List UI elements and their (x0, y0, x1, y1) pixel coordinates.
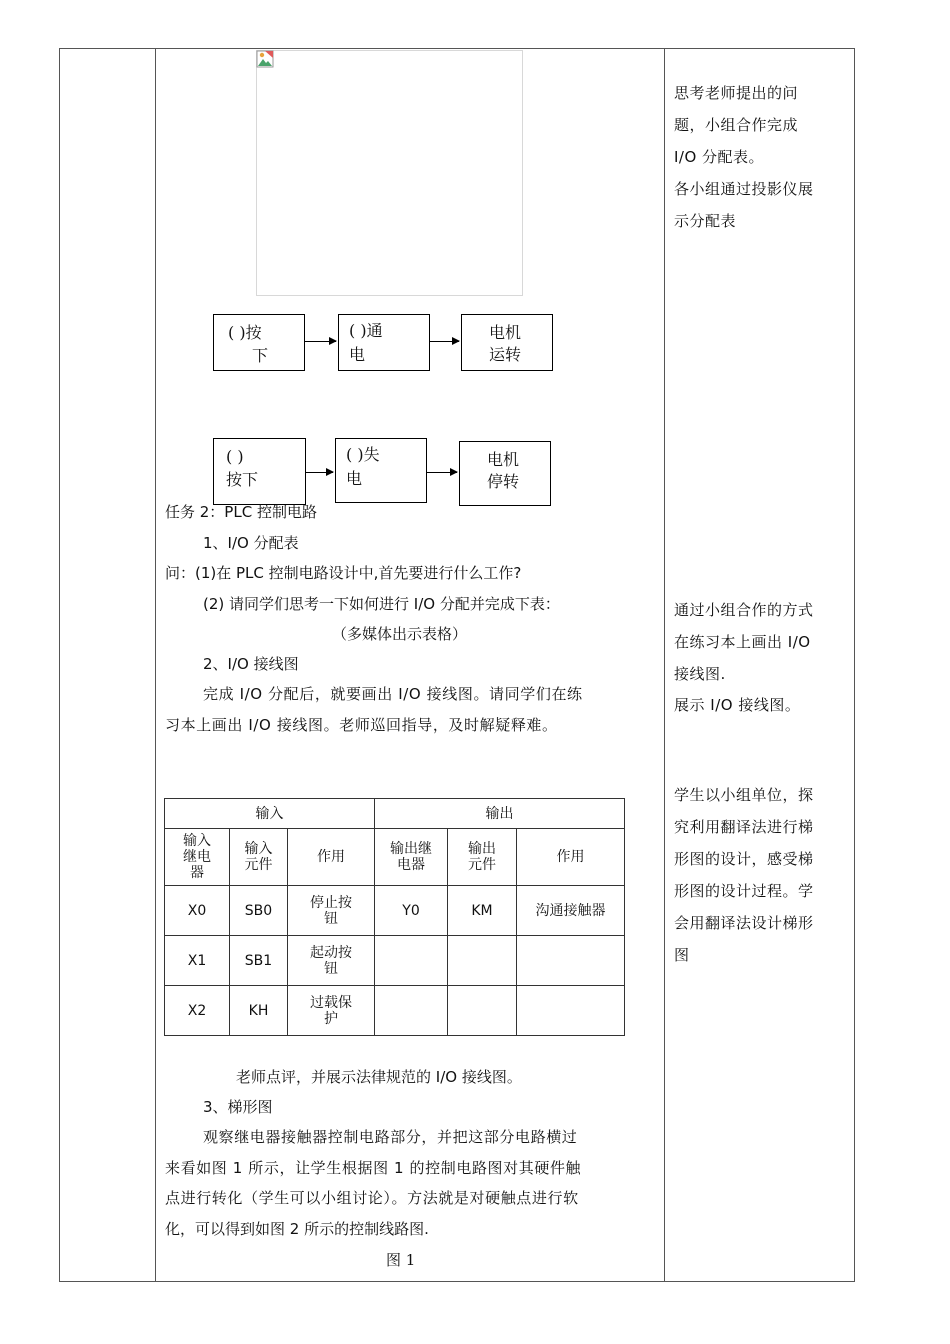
cell-output-function: 沟通接触器 (517, 886, 625, 936)
table-bottom-border (59, 1281, 855, 1282)
question-1: 问：(1)在 PLC 控制电路设计中,首先要进行什么工作? (165, 564, 522, 582)
paragraph-3: 观察继电器接触器控制电路部分，并把这部分电路横过 (203, 1128, 578, 1146)
image-placeholder (256, 50, 523, 296)
flow1-box-press-line2: 下 (252, 346, 269, 365)
header-output-relay: 输出继 电器 (375, 829, 448, 886)
question-2-note: （多媒体出示表格） (332, 625, 468, 643)
student-activity-3-line6: 图 (674, 946, 690, 964)
cell-output-function (517, 936, 625, 986)
broken-image-icon (256, 50, 274, 68)
cell-input-relay: X0 (165, 886, 230, 936)
flow1-box-press (213, 314, 305, 371)
paragraph-2: 习本上画出 I/O 接线图。老师巡回指导，及时解疑释难。 (165, 716, 558, 734)
flow2-box-motor-stop-line2: 停转 (487, 472, 520, 491)
column-divider-1 (155, 48, 156, 1282)
paragraph-1: 完成 I/O 分配后，就要画出 I/O 接线图。请同学们在练 (203, 685, 583, 703)
io-allocation-table (164, 798, 625, 1036)
student-activity-2-line1: 通过小组合作的方式 (674, 601, 814, 619)
student-activity-3-line2: 究利用翻译法进行梯 (674, 818, 814, 836)
cell-output-relay (375, 986, 448, 1036)
table-right-border (854, 48, 855, 1282)
section1-heading: 1、I/O 分配表 (203, 534, 299, 552)
cell-input-relay: X1 (165, 936, 230, 986)
header-output-element: 输出 元件 (448, 829, 517, 886)
flow1-box-energize (338, 314, 430, 371)
flow2-box-press-line1: ( ) (226, 447, 244, 466)
flow1-box-motor-run-line2: 运转 (489, 345, 522, 364)
student-activity-1-line3: I/O 分配表。 (674, 148, 765, 166)
flow2-box-motor-stop-line1: 电机 (487, 450, 520, 469)
flow1-arrow-1 (305, 341, 336, 342)
student-activity-1-line4: 各小组通过投影仪展 (674, 180, 814, 198)
flow2-box-deenergize (335, 438, 427, 503)
cell-input-function: 停止按 钮 (288, 886, 375, 936)
flow1-box-press-line1: ( )按 (228, 323, 262, 342)
flow1-box-energize-line1: ( )通 (349, 321, 383, 340)
cell-input-element: SB0 (230, 886, 288, 936)
header-output-function: 作用 (517, 829, 625, 886)
student-activity-2-line4: 展示 I/O 接线图。 (674, 696, 801, 714)
section3-heading: 3、梯形图 (203, 1098, 273, 1116)
figure-1-caption: 图 1 (386, 1251, 416, 1269)
table-row (165, 986, 625, 1036)
header-input-relay: 输入 继电 器 (165, 829, 230, 886)
paragraph-4: 来看如图 1 所示，让学生根据图 1 的控制电路图对其硬件触 (165, 1159, 582, 1177)
cell-output-element (448, 936, 517, 986)
flow2-box-press (213, 438, 306, 505)
cell-input-function: 起动按 钮 (288, 936, 375, 986)
cell-output-element: KM (448, 886, 517, 936)
flow2-box-press-line2: 按下 (226, 470, 259, 489)
group-input-header: 输入 (165, 799, 375, 829)
flow2-box-deenergize-line1: ( )失 (346, 445, 380, 464)
section2-heading: 2、I/O 接线图 (203, 655, 299, 673)
cell-output-function (517, 986, 625, 1036)
cell-input-element: SB1 (230, 936, 288, 986)
student-activity-2-line2: 在练习本上画出 I/O (674, 633, 811, 651)
flow1-box-motor-run (461, 314, 553, 371)
column-divider-2 (664, 48, 665, 1282)
student-activity-1-line2: 题，小组合作完成 (674, 116, 799, 134)
flow1-arrow-2 (430, 341, 459, 342)
cell-output-relay: Y0 (375, 886, 448, 936)
flow2-arrow-2 (427, 472, 457, 473)
table-row (165, 886, 625, 936)
task2-heading: 任务 2：PLC 控制电路 (165, 503, 317, 521)
cell-output-relay (375, 936, 448, 986)
paragraph-6: 化，可以得到如图 2 所示的控制线路图. (165, 1220, 429, 1238)
flow2-arrow-1 (306, 472, 333, 473)
student-activity-3-line5: 会用翻译法设计梯形 (674, 914, 814, 932)
table-left-border (59, 48, 60, 1282)
flow1-box-motor-run-line1: 电机 (489, 323, 522, 342)
teacher-comment: 老师点评，并展示法律规范的 I/O 接线图。 (236, 1068, 522, 1086)
student-activity-1-line5: 示分配表 (674, 212, 737, 230)
table-row (165, 936, 625, 986)
flow2-box-deenergize-line2: 电 (346, 469, 363, 488)
student-activity-3-line3: 形图的设计，感受梯 (674, 850, 814, 868)
header-input-element: 输入 元件 (230, 829, 288, 886)
student-activity-3-line1: 学生以小组单位，探 (674, 786, 814, 804)
flow1-box-energize-line2: 电 (349, 345, 366, 364)
cell-output-element (448, 986, 517, 1036)
student-activity-3-line4: 形图的设计过程。学 (674, 882, 814, 900)
question-2: (2) 请同学们思考一下如何进行 I/O 分配并完成下表： (203, 595, 560, 613)
student-activity-1-line1: 思考老师提出的问 (674, 84, 799, 102)
cell-input-element: KH (230, 986, 288, 1036)
header-input-function: 作用 (288, 829, 375, 886)
flow2-box-motor-stop (459, 441, 551, 506)
cell-input-function: 过载保 护 (288, 986, 375, 1036)
student-activity-2-line3: 接线图. (674, 665, 726, 683)
group-output-header: 输出 (375, 799, 625, 829)
paragraph-5: 点进行转化（学生可以小组讨论）。方法就是对硬触点进行软 (165, 1189, 579, 1207)
cell-input-relay: X2 (165, 986, 230, 1036)
table-top-border (59, 48, 855, 49)
